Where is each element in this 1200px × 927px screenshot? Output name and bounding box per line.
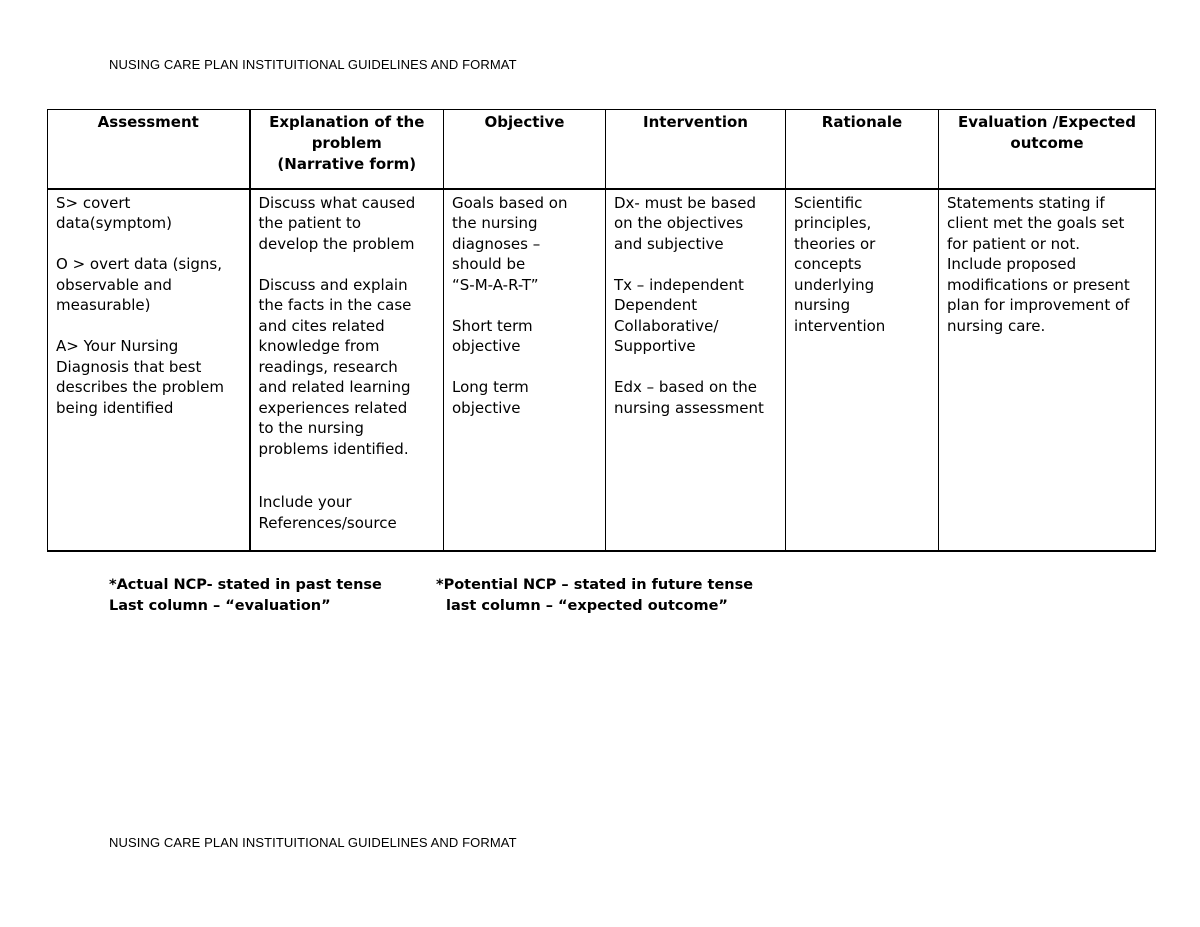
care-plan-table (47, 109, 1156, 552)
actual-ncp-line2: Last column – “evaluation” (109, 598, 331, 614)
column-header-evaluation: Evaluation /Expected outcome (939, 110, 1156, 189)
column-header-rationale: Rationale (786, 110, 939, 189)
assessment-subjective: S> covert data(symptom) (56, 193, 172, 232)
cell-intervention (606, 189, 786, 551)
assessment-analysis: A> Your Nursing Diagnosis that best describes the problem being identified (56, 337, 224, 417)
explanation-references: Include your References/source (258, 493, 397, 532)
cell-explanation (250, 189, 444, 551)
potential-ncp-line1: *Potential NCP – stated in future tense (436, 577, 754, 593)
potential-ncp-note (436, 575, 753, 617)
cell-assessment (48, 189, 250, 551)
intervention-edx: Edx – based on the nursing assessment (614, 378, 764, 417)
actual-ncp-line1: *Actual NCP- stated in past tense (109, 577, 382, 593)
objective-short-term: Short term objective (452, 316, 533, 355)
column-header-objective: Objective (444, 110, 606, 189)
rationale-text: Scientific principles, theories or concepts underlying nursing intervention (794, 193, 886, 335)
page-footer: NUSING CARE PLAN INSTITUITIONAL GUIDELINES AND FORMAT (109, 835, 517, 850)
explanation-facts: Discuss and explain the facts in the case and cites related knowledge from readings, research and related learning experiences related to the nursing problems identified. (258, 275, 412, 458)
cell-rationale (786, 189, 939, 551)
intervention-tx: Tx – independent Dependent Collaborative/ Supportive (614, 275, 744, 355)
table-header-row (48, 110, 1156, 189)
intervention-dx: Dx- must be based on the objectives and subjective (614, 193, 756, 253)
cell-objective (444, 189, 606, 551)
column-header-assessment: Assessment (48, 110, 250, 189)
explanation-cause: Discuss what caused the patient to develop the problem (258, 193, 416, 253)
potential-ncp-line2: last column – “expected outcome” (446, 598, 728, 614)
column-header-explanation: Explanation of the problem (Narrative form) (250, 110, 444, 189)
objective-long-term: Long term objective (452, 378, 529, 417)
column-header-intervention: Intervention (606, 110, 786, 189)
assessment-objective: O > overt data (signs, observable and measurable) (56, 255, 223, 314)
evaluation-text: Statements stating if client met the goals set for patient or not. Include proposed modifications or present plan for improvement of nursing care. (947, 193, 1130, 335)
table-row (48, 189, 1156, 551)
cell-evaluation (939, 189, 1156, 551)
objective-goals: Goals based on the nursing diagnoses – should be “S-M-A-R-T” (452, 193, 568, 294)
actual-ncp-note (109, 575, 382, 617)
page-header: NUSING CARE PLAN INSTITUITIONAL GUIDELINES AND FORMAT (109, 57, 517, 72)
